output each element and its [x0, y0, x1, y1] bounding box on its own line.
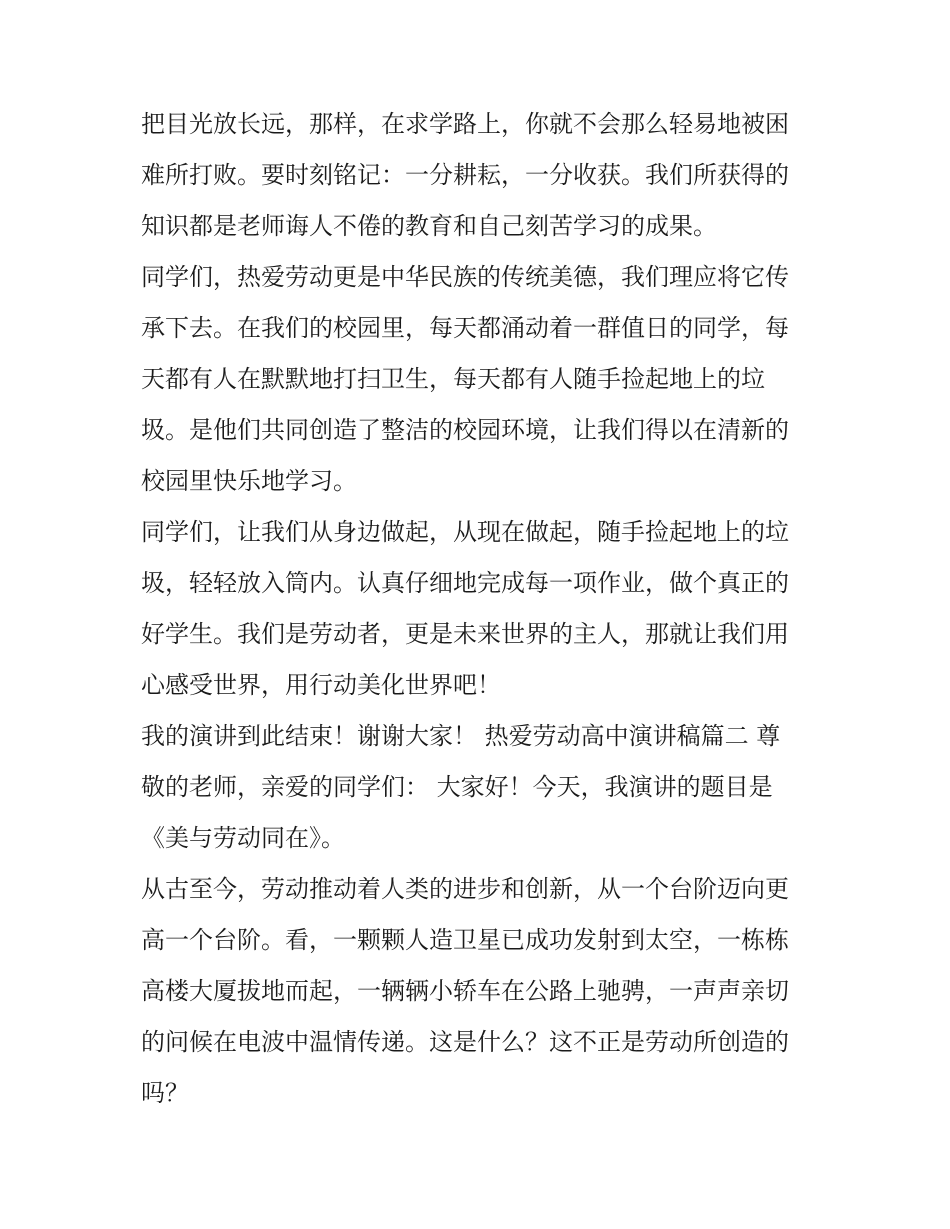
- text-line: 同学们，让我们从身边做起，从现在做起，随手捡起地上的垃: [141, 518, 789, 546]
- text-line: 同学们，热爱劳动更是中华民族的传统美德，我们理应将它传: [141, 263, 789, 291]
- text-line: 圾。是他们共同创造了整洁的校园环境，让我们得以在清新的: [141, 416, 789, 444]
- paragraph-4: [141, 711, 821, 864]
- text-line: 承下去。在我们的校园里，每天都涌动着一群值日的同学，每: [141, 314, 789, 342]
- paragraph-3: [141, 507, 821, 711]
- text-line: 《美与劳动同在》。: [141, 824, 345, 852]
- paragraph-5: [141, 864, 821, 1119]
- text-line: 高楼大厦拔地而起，一辆辆小轿车在公路上驰骋，一声声亲切: [141, 977, 789, 1005]
- text-line: 圾，轻轻放入筒内。认真仔细地完成每一项作业，做个真正的: [141, 569, 789, 597]
- document-body: [141, 99, 821, 1119]
- text-line: 难所打败。要时刻铭记：一分耕耘，一分收获。我们所获得的: [141, 161, 789, 189]
- text-line: 知识都是老师诲人不倦的教育和自己刻苦学习的成果。: [141, 212, 717, 240]
- text-line: 好学生。我们是劳动者，更是未来世界的主人，那就让我们用: [141, 620, 789, 648]
- paragraph-1: [141, 99, 821, 252]
- text-line: 心感受世界，用行动美化世界吧！: [141, 671, 501, 699]
- text-line: 高一个台阶。看，一颗颗人造卫星已成功发射到太空，一栋栋: [141, 926, 789, 954]
- text-line: 从古至今，劳动推动着人类的进步和创新，从一个台阶迈向更: [141, 875, 789, 903]
- text-line: 我的演讲到此结束！谢谢大家！ 热爱劳动高中演讲稿篇二 尊: [141, 722, 781, 750]
- text-line: 敬的老师，亲爱的同学们： 大家好！今天，我演讲的题目是: [141, 773, 773, 801]
- text-line: 把目光放长远，那样，在求学路上，你就不会那么轻易地被困: [141, 110, 789, 138]
- text-line: 的问候在电波中温情传递。这是什么？这不正是劳动所创造的: [141, 1028, 789, 1056]
- paragraph-2: [141, 252, 821, 507]
- text-line: 吗？: [141, 1079, 189, 1107]
- text-line: 天都有人在默默地打扫卫生，每天都有人随手捡起地上的垃: [141, 365, 765, 393]
- text-line: 校园里快乐地学习。: [141, 467, 357, 495]
